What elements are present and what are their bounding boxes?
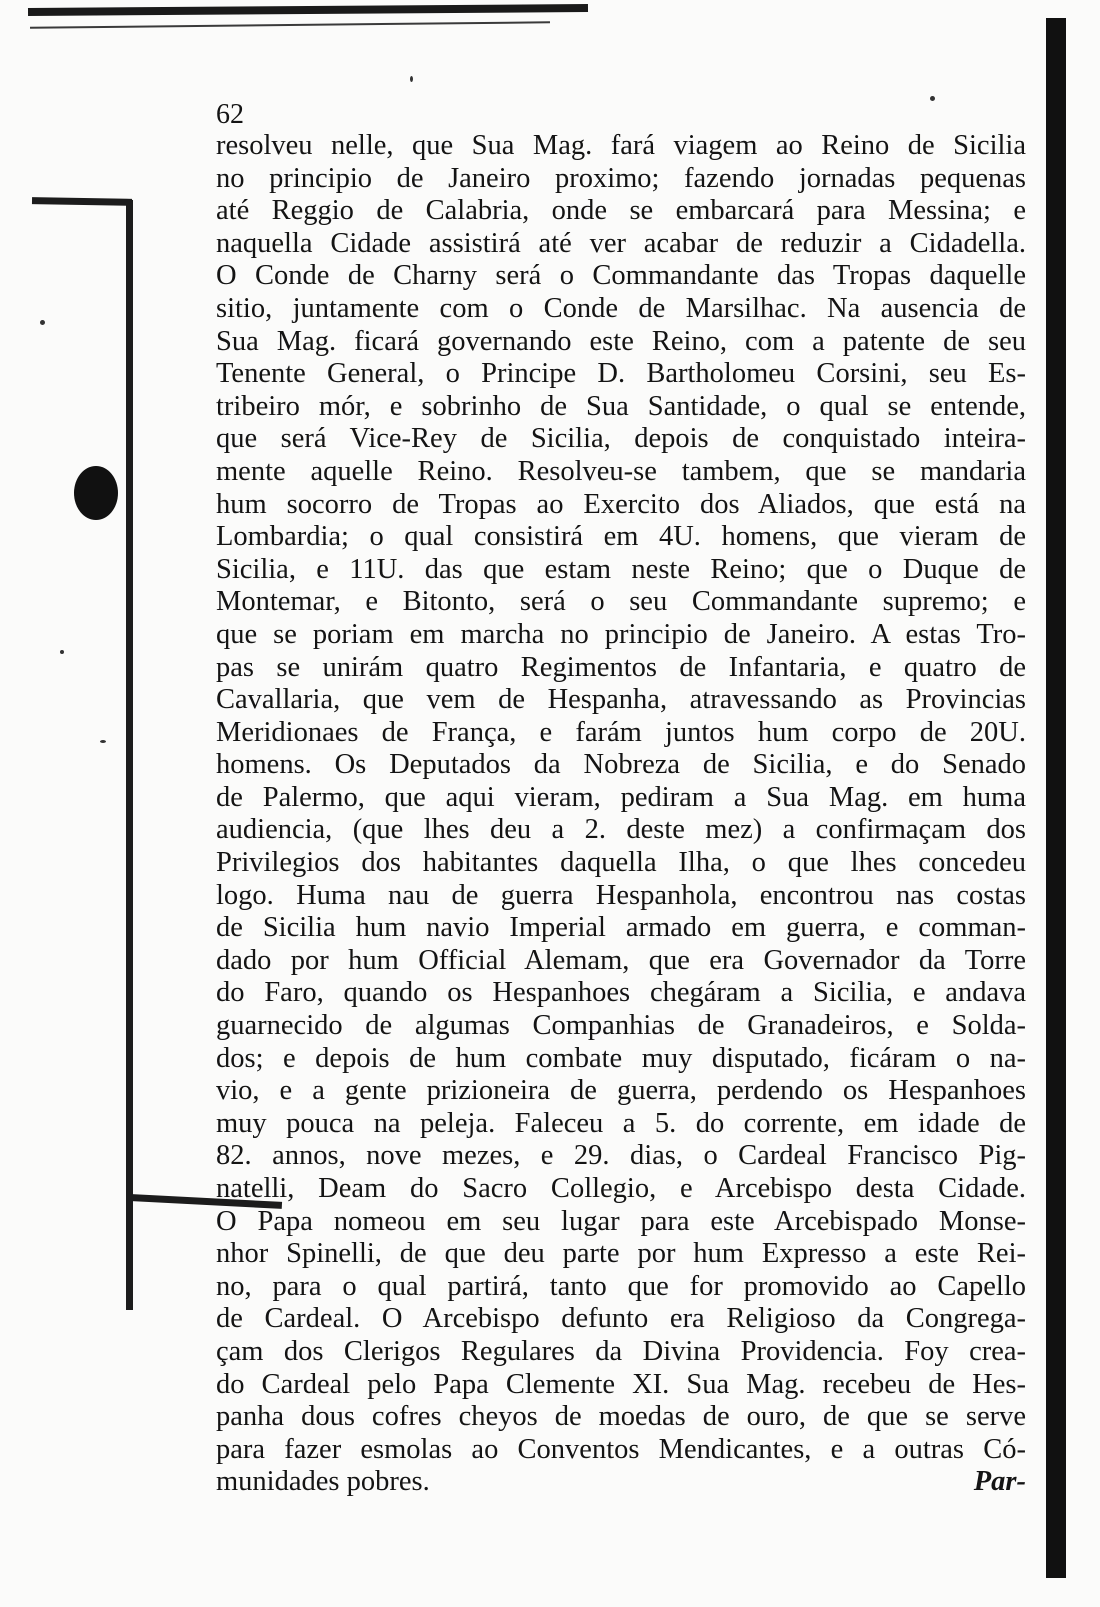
text-line: vio, e a gente prizioneira de guerra, perdendo os Hespanhoes — [216, 1075, 1026, 1107]
text-line: resolveu nelle, que Sua Mag. fará viagem ao Reino de Sicilia — [216, 130, 1026, 161]
text-line: pas se unirám quatro Regimentos de Infantaria, e quatro de — [216, 651, 1026, 683]
text-line: homens. Os Deputados da Nobreza de Sicilia, e do Senado — [216, 749, 1026, 781]
scan-top-line — [30, 21, 550, 28]
text-line: mente aquelle Reino. Resolveu-se tambem, que se mandaria — [216, 455, 1026, 487]
text-line: çam dos Clerigos Regulares da Divina Providencia. Foy crea- — [216, 1335, 1026, 1367]
text-line: muy pouca na peleja. Faleceu a 5. do corrente, em idade de — [216, 1107, 1026, 1139]
text-line: do Cardeal pelo Papa Clemente XI. Sua Mag. recebeu de Hes- — [216, 1368, 1026, 1400]
text-line: Tenente General, o Principe D. Bartholomeu Corsini, seu Es- — [216, 358, 1026, 390]
text-line: de Sicilia hum navio Imperial armado em guerra, e comman- — [216, 912, 1026, 944]
text-line: guarnecido de algumas Companhias de Granadeiros, e Solda- — [216, 1010, 1026, 1042]
text-line: Cavallaria, que vem de Hespanha, atravessando as Provincias — [216, 684, 1026, 716]
scan-speck — [60, 650, 64, 654]
text-line: 82. annos, nove mezes, e 29. dias, o Cardeal Francisco Pig- — [216, 1140, 1026, 1172]
text-line: que será Vice-Rey de Sicilia, depois de conquistado inteira- — [216, 423, 1026, 455]
text-line: logo. Huma nau de guerra Hespanhola, encontrou nas costas — [216, 879, 1026, 911]
text-line: de Palermo, que aqui vieram, pediram a Sua Mag. em huma — [216, 781, 1026, 813]
body-text — [216, 130, 1026, 1466]
text-line: dado por hum Official Alemam, que era Governador da Torre — [216, 944, 1026, 976]
text-line: sitio, juntamente com o Conde de Marsilhac. Na ausencia de — [216, 292, 1026, 324]
scan-right-edge — [1046, 18, 1066, 1578]
text-line: no, para o qual partirá, tanto que for promovido ao Capello — [216, 1270, 1026, 1302]
ink-blot — [74, 466, 118, 520]
final-line — [216, 1466, 1026, 1499]
text-line: Sua Mag. ficará governando este Reino, com a patente de seu — [216, 325, 1026, 357]
text-line: Lombardia; o qual consistirá em 4U. homens, que vieram de — [216, 521, 1026, 553]
text-line: que se poriam em marcha no principio de Janeiro. A estas Tro- — [216, 618, 1026, 650]
text-line: Sicilia, e 11U. das que estam neste Reino; que o Duque de — [216, 553, 1026, 585]
text-line: panha dous cofres cheyos de moedas de ouro, de que se serve — [216, 1401, 1026, 1433]
text-line: hum socorro de Tropas ao Exercito dos Aliados, que está na — [216, 488, 1026, 520]
catchword: Par- — [973, 1466, 1026, 1498]
text-line: Privilegios dos habitantes daquella Ilha, o que lhes concedeu — [216, 847, 1026, 879]
scan-top-border — [28, 4, 588, 16]
text-line: tribeiro mór, e sobrinho de Sua Santidade, o qual se entende, — [216, 390, 1026, 422]
text-line: Meridionaes de França, e farám juntos hum corpo de 20U. — [216, 716, 1026, 748]
text-line: Montemar, e Bitonto, será o seu Commandante supremo; e — [216, 586, 1026, 618]
text-line: nhor Spinelli, de que deu parte por hum Expresso a este Rei- — [216, 1238, 1026, 1270]
text-line: naquella Cidade assistirá até ver acabar de reduzir a Cidadella. — [216, 227, 1026, 259]
text-line: dos; e depois de hum combate muy disputado, ficáram o na- — [216, 1042, 1026, 1074]
text-line: O Papa nomeou em seu lugar para este Arcebispado Monse- — [216, 1205, 1026, 1237]
text-line: audiencia, (que lhes deu a 2. deste mez) a confirmaçam dos — [216, 814, 1026, 846]
text-block — [216, 100, 1026, 1499]
last-line: munidades pobres. — [216, 1466, 430, 1498]
scan-left-bracket-top — [32, 197, 132, 206]
text-line: de Cardeal. O Arcebispo defunto era Religioso da Congrega- — [216, 1303, 1026, 1335]
scan-speck — [100, 740, 106, 743]
text-line: do Faro, quando os Hespanhoes chegáram a Sicilia, e andava — [216, 977, 1026, 1009]
text-line: O Conde de Charny será o Commandante das Tropas daquelle — [216, 260, 1026, 292]
text-line: até Reggio de Calabria, onde se embarcará para Messina; e — [216, 195, 1026, 227]
scan-speck — [410, 76, 413, 82]
text-line: para fazer esmolas ao Conventos Mendicantes, e a outras Có- — [216, 1433, 1026, 1465]
text-line: no principio de Janeiro proximo; fazendo jornadas pequenas — [216, 162, 1026, 194]
text-line: natelli, Deam do Sacro Collegio, e Arcebispo desta Cidade. — [216, 1173, 1026, 1204]
scan-speck — [40, 320, 45, 325]
page-number: 62 — [216, 99, 244, 130]
scan-left-bracket — [126, 200, 133, 1310]
